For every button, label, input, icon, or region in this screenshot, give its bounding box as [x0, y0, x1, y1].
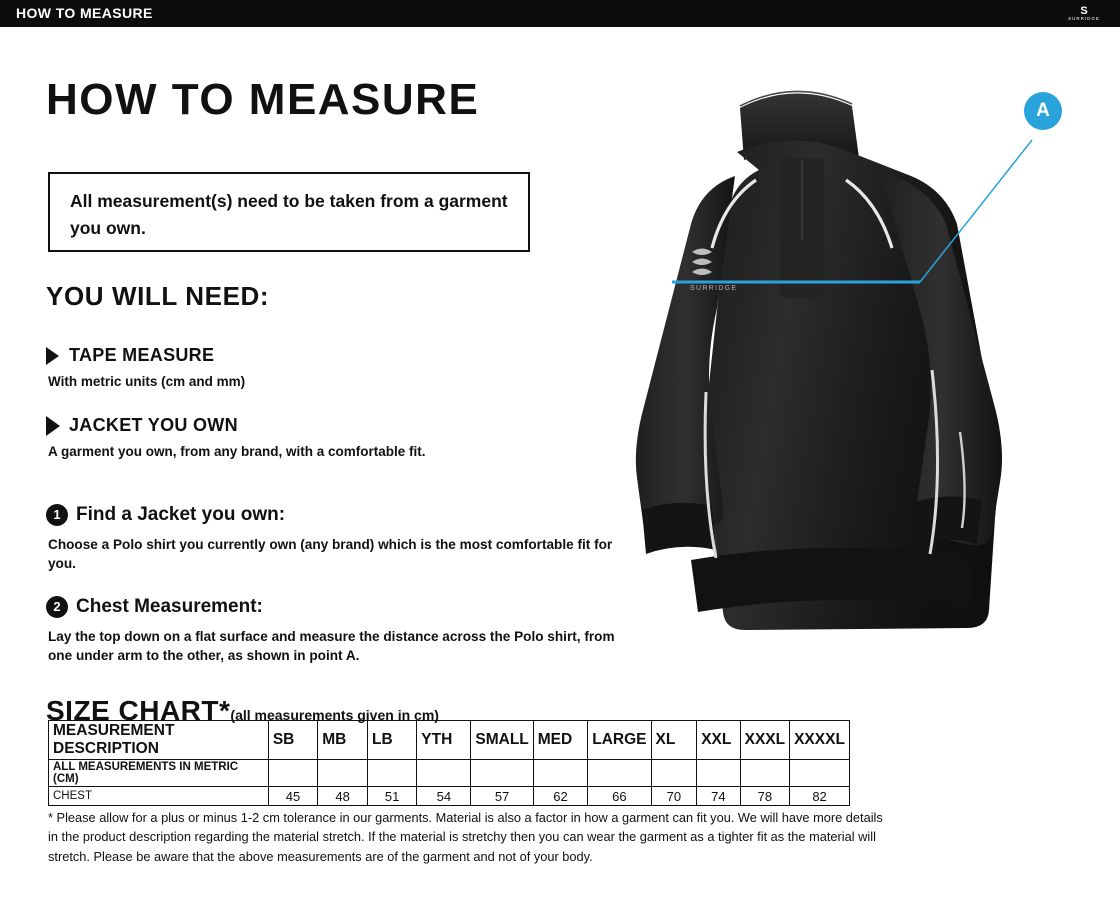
- need-title-jacket: JACKET YOU OWN: [69, 415, 238, 435]
- cell-empty: [588, 760, 651, 787]
- top-bar-title: HOW TO MEASURE: [16, 5, 153, 21]
- header-lb: LB: [367, 721, 416, 760]
- cell-chest-med: 62: [533, 787, 587, 806]
- cell-empty: [697, 760, 740, 787]
- need-item-tape-measure: [46, 345, 214, 366]
- brand-logo: [1058, 1, 1110, 26]
- cell-empty: [367, 760, 416, 787]
- page-title: HOW TO MEASURE: [46, 75, 480, 124]
- row-label-metric: ALL MEASUREMENTS IN METRIC (CM): [49, 760, 269, 787]
- brand-initial: S: [1080, 4, 1088, 17]
- header-xl: XL: [651, 721, 697, 760]
- svg-text:SURRIDGE: SURRIDGE: [690, 285, 738, 292]
- header-large: LARGE: [588, 721, 651, 760]
- need-item-jacket: [46, 415, 238, 436]
- row-label-chest: CHEST: [49, 787, 269, 806]
- header-small: SMALL: [471, 721, 533, 760]
- cell-empty: [790, 760, 850, 787]
- header-xxl: XXL: [697, 721, 740, 760]
- need-title-tape-measure: TAPE MEASURE: [69, 345, 215, 365]
- step-body-2: Lay the top down on a flat surface and measure the distance across the Polo shirt, from one under arm to the other, as shown in point A.: [48, 629, 615, 663]
- size-chart-title: SIZE CHART*: [46, 695, 231, 726]
- cell-chest-large: 66: [588, 787, 651, 806]
- triangle-bullet-icon: [46, 347, 59, 365]
- cell-chest-lb: 51: [367, 787, 416, 806]
- cell-chest-mb: 48: [318, 787, 368, 806]
- step-body-1: Choose a Polo shirt you currently own (any brand) which is the most comfortable fit for you.: [48, 537, 613, 571]
- table-row: [49, 760, 850, 787]
- header-xxxl: XXXL: [740, 721, 789, 760]
- notice-box: [48, 172, 530, 252]
- cell-empty: [651, 760, 697, 787]
- cell-empty: [740, 760, 789, 787]
- step-number-1: 1: [46, 504, 68, 526]
- header-xxxxl: XXXXL: [790, 721, 850, 760]
- table-header-row: [49, 721, 850, 760]
- footnote-text: * Please allow for a plus or minus 1-2 cm tolerance in our garments. Material is also a factor in how a garment can fit you. We will have more details in the product description regarding the material stretch. If the material is stretchy then you can wear the garment as a tighter fit as the material will stretch. Please be aware that the above measurements are of the garment and not of your body.: [48, 810, 883, 864]
- size-chart-subtitle: (all measurements given in cm): [230, 707, 439, 723]
- cell-chest-yth: 54: [417, 787, 471, 806]
- step-1: [46, 504, 285, 526]
- brand-name: SURRIDGE: [1068, 15, 1100, 21]
- cell-empty: [471, 760, 533, 787]
- header-yth: YTH: [417, 721, 471, 760]
- triangle-bullet-icon: [46, 416, 60, 436]
- step-title-1: Find a Jacket you own:: [76, 504, 286, 525]
- cell-empty: [318, 760, 368, 787]
- cell-chest-xxxxl: 82: [790, 787, 850, 806]
- header-mb: MB: [318, 721, 368, 760]
- top-bar: [0, 0, 1120, 27]
- cell-chest-xl: 70: [651, 787, 697, 806]
- cell-empty: [533, 760, 587, 787]
- callout-marker-a: A: [1024, 92, 1062, 130]
- size-chart-table-wrap: [48, 720, 850, 806]
- step-title-2: Chest Measurement:: [76, 596, 263, 617]
- cell-chest-xxxl: 78: [740, 787, 789, 806]
- cell-chest-small: 57: [471, 787, 533, 806]
- header-measurement-description: MEASUREMENT DESCRIPTION: [49, 721, 269, 760]
- cell-chest-sb: 45: [268, 787, 317, 806]
- step-2: [46, 596, 263, 618]
- table-row: [49, 787, 850, 806]
- cell-empty: [417, 760, 471, 787]
- need-sub-tape-measure: With metric units (cm and mm): [48, 374, 246, 389]
- header-sb: SB: [268, 721, 317, 760]
- step-number-2: 2: [46, 596, 68, 618]
- cell-empty: [268, 760, 317, 787]
- size-chart-table: [48, 720, 850, 806]
- need-sub-jacket: A garment you own, from any brand, with a comfortable fit.: [48, 444, 426, 459]
- you-will-need-heading: YOU WILL NEED:: [46, 281, 270, 311]
- garment-image: [580, 40, 1120, 680]
- notice-text: All measurement(s) need to be taken from a garment you own.: [70, 191, 508, 239]
- header-med: MED: [533, 721, 587, 760]
- cell-chest-xxl: 74: [697, 787, 740, 806]
